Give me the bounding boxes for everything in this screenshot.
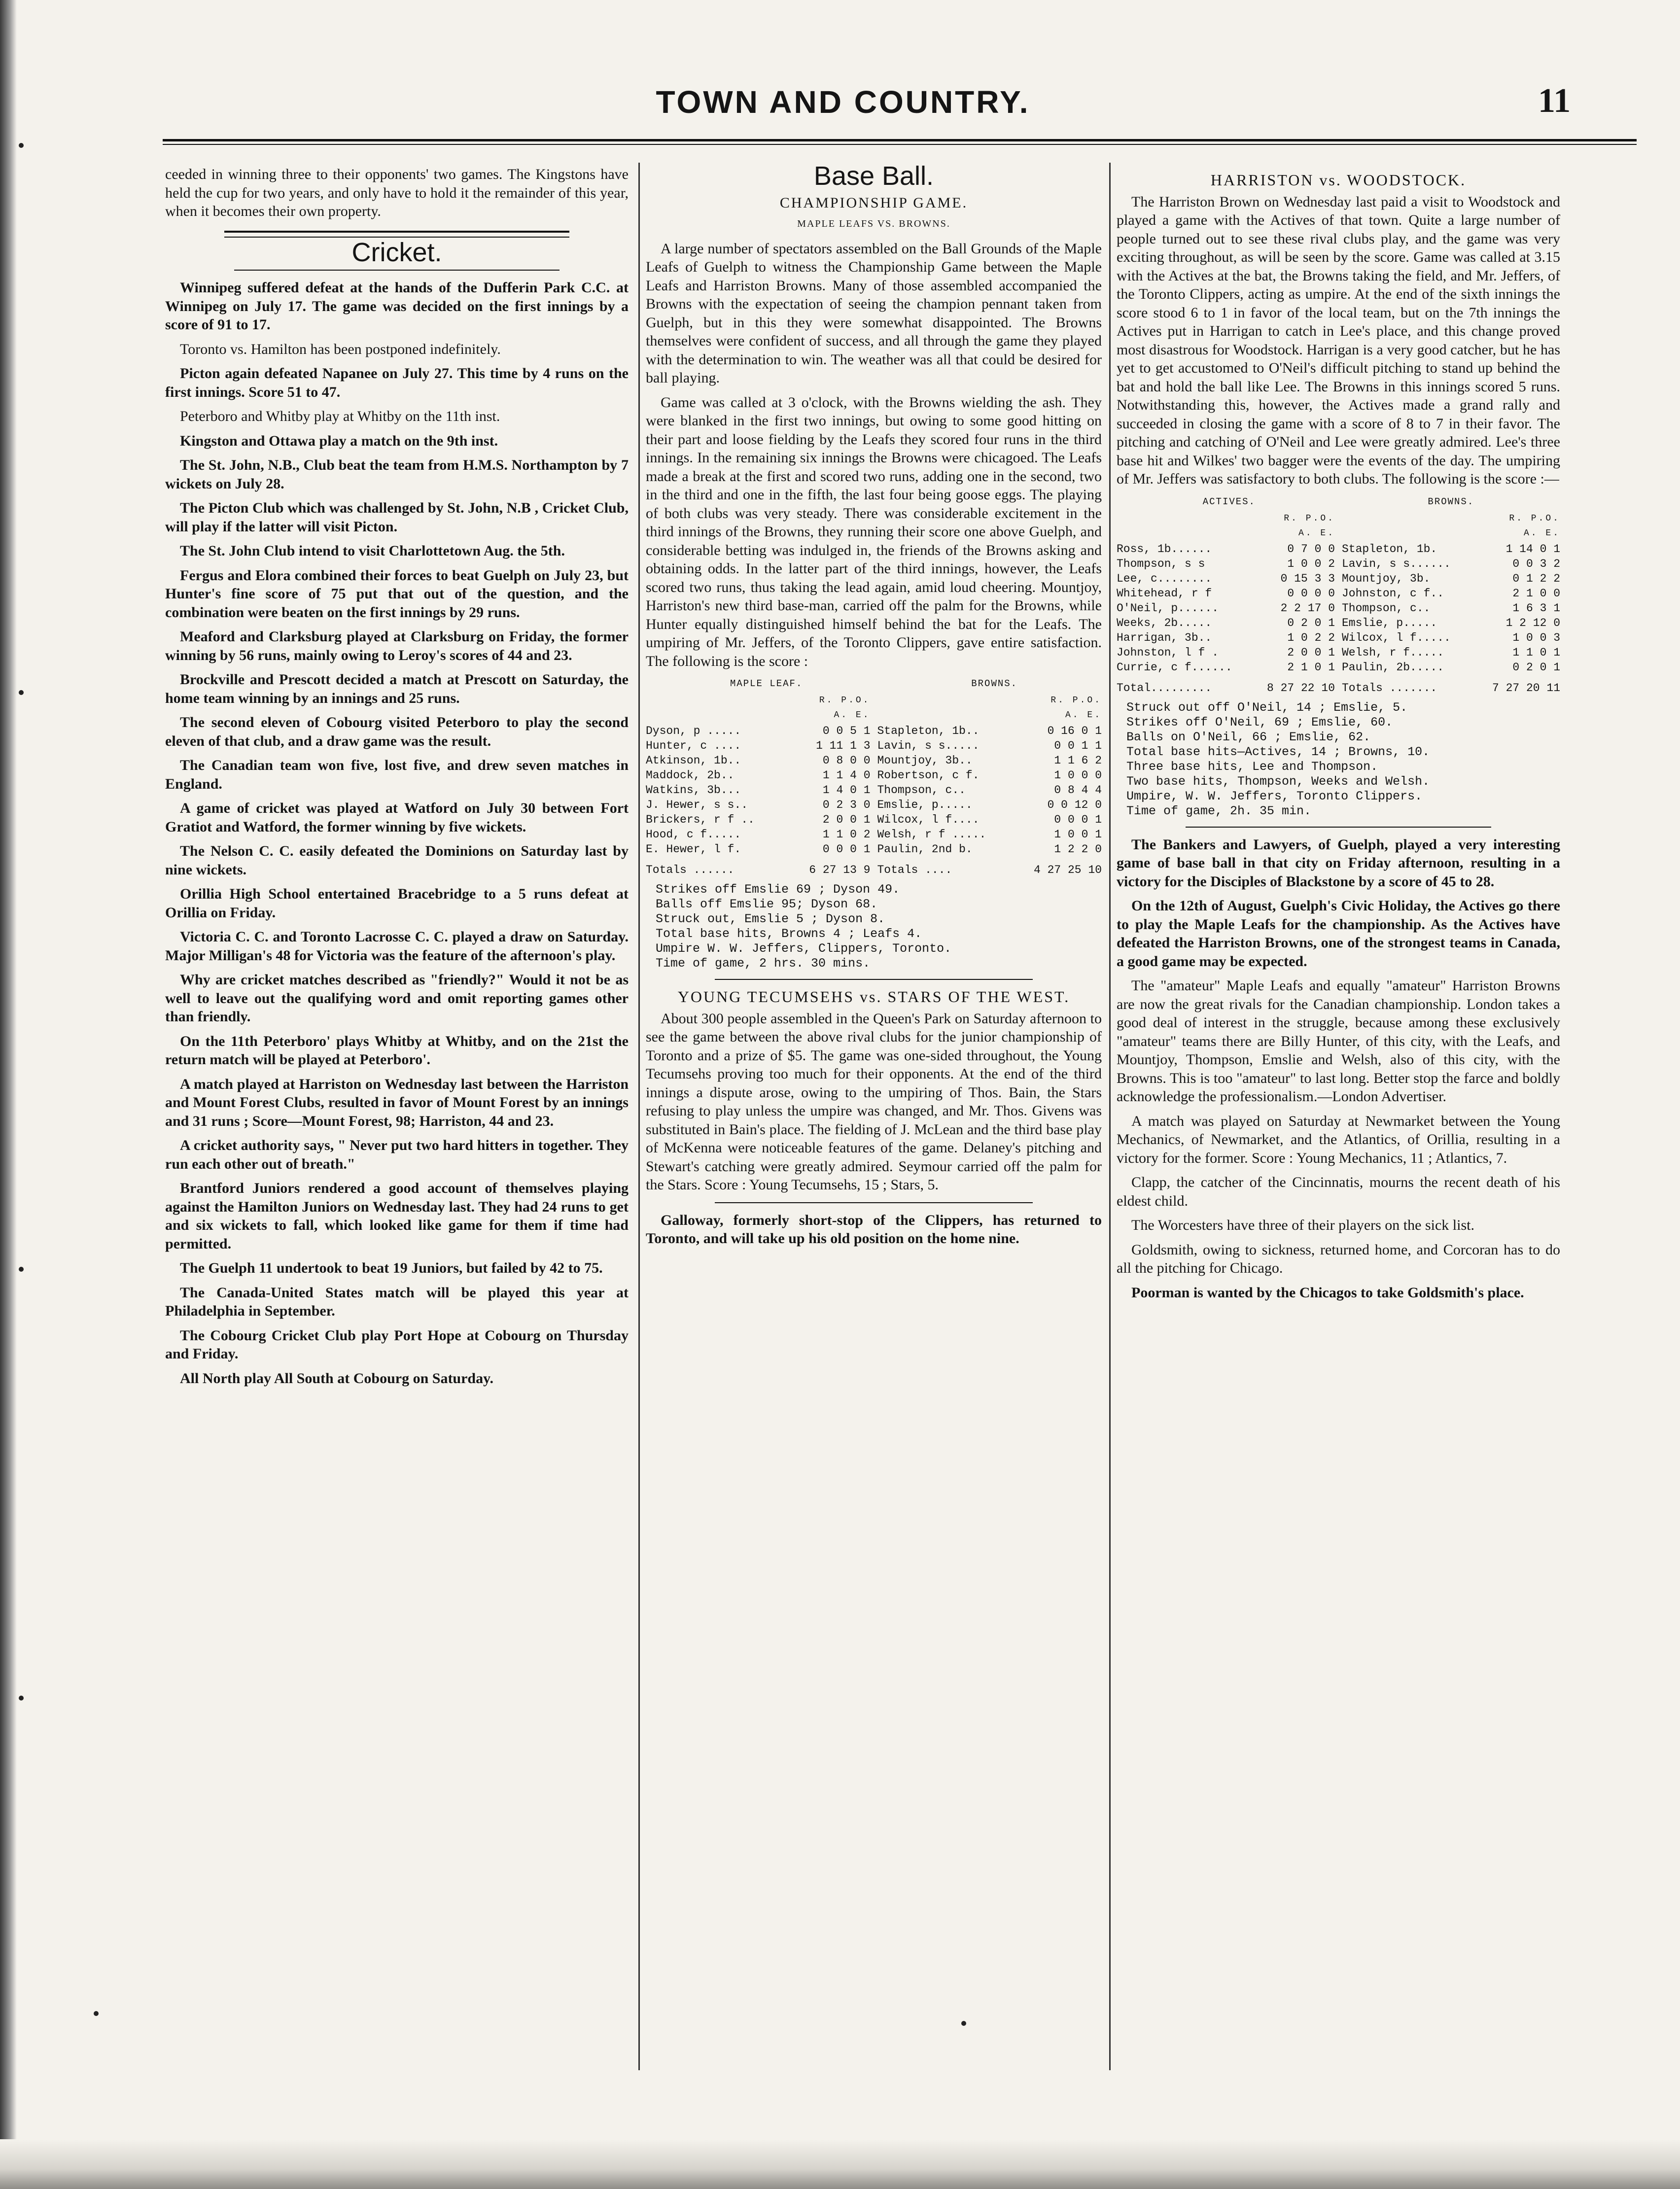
- box-score-row: Watkins, 3b... 1 4 0 1: [646, 784, 871, 797]
- news-item: Galloway, formerly short-stop of the Clippers, has returned to Toronto, and will take up his old position on the home nine.: [646, 1212, 1102, 1247]
- page-edge-shadow: [0, 0, 17, 2189]
- news-item: A match played at Harriston on Wednesday last between the Harriston and Mount Forest Clubs, resulted in favor of Mount Forest by an innings and 31 runs ; Score—Mount Forest, 98; Harriston, 44 and 23.: [165, 1076, 629, 1129]
- margin-dot: [94, 2011, 99, 2016]
- box-score-row: Robertson, c f. 1 0 0 0: [877, 769, 1102, 782]
- column-harriston-woodstock: [1117, 165, 1560, 1308]
- page-number: 11: [1538, 82, 1571, 120]
- news-item: Kingston and Ottawa play a match on the 9th inst.: [180, 432, 498, 449]
- box-score-total: Totals .... 4 27 25 10: [877, 864, 1102, 876]
- masthead-rule: [163, 139, 1637, 141]
- news-item: Orillia High School entertained Bracebridge to a 5 runs defeat at Orillia on Friday.: [165, 886, 629, 921]
- news-item: A game of cricket was played at Watford on July 30 between Fort Gratiot and Watford, the former winning by five wickets.: [165, 800, 629, 835]
- box-score-header: R. P.O. A. E.: [1284, 513, 1335, 538]
- box-score-row: Ross, 1b...... 0 7 0 0: [1117, 542, 1335, 556]
- box-score-row: Hunter, c .... 1 11 1 3: [646, 739, 871, 752]
- box-score-row: Thompson, c.. 1 6 3 1: [1342, 601, 1560, 615]
- box-note: Three base hits, Lee and Thompson.: [1126, 759, 1378, 774]
- box-score-header: R. P.O. A. E.: [819, 695, 871, 720]
- box-note: Time of game, 2h. 35 min.: [1126, 803, 1312, 818]
- section-rule: [715, 979, 1033, 980]
- box-score-right: [877, 693, 1102, 877]
- margin-dot: [19, 1696, 24, 1701]
- news-item: Peterboro and Whitby play at Whitby on the 11th inst.: [180, 408, 500, 424]
- box-score: [646, 676, 1102, 877]
- continued-paragraph: ceeded in winning three to their opponents' two games. The Kingstons have held the cup for two years, and only have to hold it the remainder of this year, when it becomes their own property.: [165, 166, 629, 219]
- news-item: The Cobourg Cricket Club play Port Hope at Cobourg on Thursday and Friday.: [165, 1327, 629, 1362]
- news-item: Why are cricket matches described as "friendly?" Would it not be as well to leave out the qualifying word and omit reporting games other than friendly.: [165, 972, 629, 1025]
- margin-dot: [19, 1267, 24, 1272]
- box-note: Struck out off O'Neil, 14 ; Emslie, 5.: [1126, 700, 1408, 715]
- box-score-notes: [656, 882, 1102, 971]
- team-name: BROWNS.: [1428, 496, 1474, 507]
- box-score-row: Brickers, r f .. 2 0 0 1: [646, 813, 871, 826]
- news-item: Toronto vs. Hamilton has been postponed indefinitely.: [180, 341, 501, 357]
- news-item: Fergus and Elora combined their forces to beat Guelph on July 23, but Hunter's fine score of 75 put that out of the question, and the combination were beaten on the first innings by 29 runs.: [165, 567, 629, 621]
- box-score-row: Dyson, p ..... 0 0 5 1: [646, 725, 871, 737]
- box-score-row: Emslie, p..... 0 0 12 0: [877, 799, 1102, 811]
- news-item: Victoria C. C. and Toronto Lacrosse C. C. played a draw on Saturday. Major Milligan's 48 for Victoria was the feature of the afternoon's play.: [165, 929, 629, 964]
- article-title: CHAMPIONSHIP GAME.: [779, 194, 968, 211]
- news-item: On the 12th of August, Guelph's Civic Holiday, the Actives go there to play the Maple Leafs for the championship. As the Actives have defeated the Harriston Browns, one of the strongest teams in Canada, a good game may be expected.: [1117, 898, 1560, 970]
- box-score-header: R. P.O. A. E.: [1509, 513, 1560, 538]
- article-paragraph: The Harriston Brown on Wednesday last paid a visit to Woodstock and played a game with the Actives of that town. Quite a large number of people turned out to see these rival clubs play, and the game was very exciting throughout, as will be seen by the score. Game was called at 3.15 with the Actives at the bat, the Browns taking the field, and Mr. Jeffers, of the Toronto Clippers, acting as umpire. At the end of the sixth innings the score stood 6 to 1 in favor of the local team, but on the 7th innings the Actives put in Harrigan to catch in Lee's place, and this change proved most disastrous for Woodstock. Harrigan is a very good catcher, but he has yet to get accustomed to O'Neil's difficult pitching to stand up behind the bat and hold the ball like Lee. The Browns in this innings scored 5 runs. Notwithstanding this, however, the Actives made a grand rally and succeeded in closing the game with a score of 8 to 7 in their favor. The pitching and catching of O'Neil and Lee were greatly admired. Lee's three base hit and Wilkes' two bagger were the events of the day. The umpiring of Mr. Jeffers was satisfactory to both clubs. The following is the score :—: [1117, 193, 1560, 487]
- box-score: [1117, 494, 1560, 695]
- box-score-row: Hood, c f..... 1 1 0 2: [646, 828, 871, 841]
- box-score-row: Wilcox, l f.... 0 0 0 1: [877, 813, 1102, 826]
- box-score-row: Atkinson, 1b.. 0 8 0 0: [646, 754, 871, 767]
- news-item: Poorman is wanted by the Chicagos to take Goldsmith's place.: [1131, 1284, 1524, 1301]
- news-item: Goldsmith, owing to sickness, returned home, and Corcoran has to do all the pitching for Chicago.: [1117, 1241, 1560, 1276]
- box-score-row: Emslie, p..... 1 2 12 0: [1342, 616, 1560, 629]
- box-score-notes: [1126, 700, 1560, 819]
- box-score-grid: [1117, 511, 1560, 695]
- article-title: YOUNG TECUMSEHS vs. STARS OF THE WEST.: [677, 988, 1070, 1006]
- box-note: Two base hits, Thompson, Weeks and Welsh.: [1126, 774, 1430, 789]
- box-score-row: Lee, c........ 0 15 3 3: [1117, 572, 1335, 585]
- news-item: On the 11th Peterboro' plays Whitby at Whitby, and on the 21st the return match will be played at Peterboro'.: [165, 1033, 629, 1068]
- box-note: Balls on O'Neil, 66 ; Emslie, 62.: [1126, 730, 1371, 744]
- box-score-row: Harrigan, 3b.. 1 0 2 2: [1117, 631, 1335, 644]
- article-subtitle: MAPLE LEAFS VS. BROWNS.: [797, 218, 950, 229]
- box-score-row: Johnston, c f.. 2 1 0 0: [1342, 587, 1560, 600]
- margin-dot: [19, 690, 24, 695]
- box-note: Total base hits—Actives, 14 ; Browns, 10.: [1126, 744, 1430, 759]
- margin-dot: [19, 143, 24, 148]
- box-score-row: Johnston, l f . 2 0 0 1: [1117, 646, 1335, 659]
- news-item: Meaford and Clarksburg played at Clarksburg on Friday, the former winning by 56 runs, mainly owing to Leroy's scores of 44 and 23.: [165, 628, 629, 663]
- box-note: Total base hits, Browns 4 ; Leafs 4.: [656, 927, 922, 941]
- box-score-row: Stapleton, 1b. 1 14 0 1: [1342, 542, 1560, 556]
- box-score-row: O'Neil, p...... 2 2 17 0: [1117, 601, 1335, 615]
- box-score-row: Wilcox, l f..... 1 0 0 3: [1342, 631, 1560, 644]
- article-paragraph: A large number of spectators assembled on the Ball Grounds of the Maple Leafs of Guelph to witness the Championship Game between the Maple Leafs and Harriston Browns. Many of those assembled accompanied the Browns with the expectation of seeing the champion pennant taken from Guelph, but in this they were somewhat disappointed. The Browns themselves were confident of success, and all through the game they played with the determination to win. The weather was all that could be desired for ball playing.: [646, 240, 1102, 386]
- masthead-title: TOWN AND COUNTRY.: [656, 84, 1030, 120]
- box-note: Umpire, W. W. Jeffers, Toronto Clippers.: [1126, 789, 1423, 803]
- team-name: MAPLE LEAF.: [730, 678, 803, 689]
- box-note: Time of game, 2 hrs. 30 mins.: [656, 956, 871, 971]
- box-score-left: [646, 693, 871, 877]
- box-note: Strikes off O'Neil, 69 ; Emslie, 60.: [1126, 715, 1393, 730]
- news-item: Winnipeg suffered defeat at the hands of the Dufferin Park C.C. at Winnipeg on July 17. The game was decided on the first innings by a score of 91 to 17.: [165, 279, 629, 333]
- box-score-row: J. Hewer, s s.. 0 2 3 0: [646, 799, 871, 811]
- box-score-row: Welsh, r f ..... 1 0 0 1: [877, 828, 1102, 841]
- box-score-row: E. Hewer, l f. 0 0 0 1: [646, 843, 871, 856]
- box-score-total: Totals ....... 7 27 20 11: [1342, 681, 1560, 695]
- box-score-row: Thompson, s s 1 0 0 2: [1117, 557, 1335, 570]
- section-rule: [715, 1202, 1033, 1203]
- news-item: Brockville and Prescott decided a match at Prescott on Saturday, the home team winning by an innings and 25 runs.: [165, 671, 629, 706]
- news-item: The St. John, N.B., Club beat the team from H.M.S. Northampton by 7 wickets on July 28.: [165, 457, 629, 492]
- section-rule: [234, 270, 560, 271]
- box-score-row: Lavin, s s..... 0 0 1 1: [877, 739, 1102, 752]
- box-score-teams: [646, 676, 1102, 691]
- box-note: Umpire W. W. Jeffers, Clippers, Toronto.: [656, 941, 952, 956]
- masthead-rule-thin: [163, 144, 1637, 145]
- box-score-row: Currie, c f...... 2 1 0 1: [1117, 660, 1335, 674]
- news-item: The Guelph 11 undertook to beat 19 Juniors, but failed by 42 to 75.: [180, 1260, 603, 1276]
- news-item: Picton again defeated Napanee on July 27. This time by 4 runs on the first innings. Score 51 to 47.: [165, 365, 629, 400]
- news-item: Clapp, the catcher of the Cincinnatis, mourns the recent death of his eldest child.: [1117, 1174, 1560, 1209]
- box-note: Strikes off Emslie 69 ; Dyson 49.: [656, 882, 900, 897]
- column-divider: [638, 163, 640, 2070]
- box-score-row: Mountjoy, 3b. 0 1 2 2: [1342, 572, 1560, 585]
- box-score-row: Paulin, 2b..... 0 2 0 1: [1342, 660, 1560, 674]
- article-title: HARRISTON vs. WOODSTOCK.: [1210, 171, 1467, 189]
- section-rule: [224, 231, 569, 238]
- news-item: The second eleven of Cobourg visited Peterboro to play the second eleven of that club, and a draw game was the result.: [165, 714, 629, 749]
- news-item: The Picton Club which was challenged by St. John, N.B , Cricket Club, will play if the latter will visit Picton.: [165, 500, 629, 535]
- margin-dot: [961, 2021, 966, 2026]
- box-score-row: Welsh, r f..... 1 1 0 1: [1342, 646, 1560, 659]
- box-score-header: R. P.O. A. E.: [1050, 695, 1102, 720]
- news-item: The "amateur" Maple Leafs and equally "amateur" Harriston Browns are now the great rivals for the Canadian championship. London takes a good deal of interest in the struggle, because among these exclusively "amateur" teams there are Billy Hunter, of this city, with the Leafs, and Mountjoy, Thompson, Emslie and Welsh, also of this city, with the Browns. This is too "amateur" to last long. Better stop the farce and boldly acknowledge the professionalism.—London Advertiser.: [1117, 977, 1560, 1105]
- box-score-row: Maddock, 2b.. 1 1 4 0: [646, 769, 871, 782]
- box-score-total: Total......... 8 27 22 10: [1117, 681, 1335, 695]
- team-name: ACTIVES.: [1202, 496, 1256, 507]
- box-score-teams: [1117, 494, 1560, 509]
- article-paragraph: Game was called at 3 o'clock, with the Browns wielding the ash. They were blanked in the first two innings, but owing to some good hitting on their part and loose fielding by the Leafs they scored four runs in the third innings. In the remaining six innings the Browns were chicagoed. The Leafs made a break at the first and scored two runs, adding one in the second, two in the third and one in the fifth, the last four being goose eggs. The playing of both clubs was very steady. There was considerable excitement in the third innings of the Browns, they running their score one above Guelph, and considerable betting was indulged in, the friends of the Browns asking and obtaining odds. In the latter part of the third innings, however, the Leafs scored two runs, thus taking the lead again, amid loud cheering. Mountjoy, Harriston's new third base-man, carried off the palm for the Browns, while Hunter equally distinguished himself behind the bat for the Leafs. The umpiring of Mr. Jeffers, of the Toronto Clippers, gave entire satisfaction. The following is the score :: [646, 394, 1102, 669]
- news-item: Brantford Juniors rendered a good account of themselves playing against the Hamilton Juniors on Wednesday last. They had 24 runs to get and six wickets to fall, which looked like game for them if time had permitted.: [165, 1180, 629, 1252]
- news-item: All North play All South at Cobourg on Saturday.: [180, 1370, 493, 1387]
- box-score-row: Thompson, c.. 0 8 4 4: [877, 784, 1102, 797]
- box-score-row: Paulin, 2nd b. 1 2 2 0: [877, 843, 1102, 856]
- box-score-grid: [646, 693, 1102, 877]
- news-item: The Worcesters have three of their players on the sick list.: [1131, 1217, 1474, 1233]
- news-item: The Canadian team won five, lost five, and drew seven matches in England.: [165, 757, 629, 792]
- box-score-row: Whitehead, r f 0 0 0 0: [1117, 587, 1335, 600]
- team-name: BROWNS.: [971, 678, 1018, 689]
- box-score-total: Totals ...... 6 27 13 9: [646, 864, 871, 876]
- box-score-row: Lavin, s s...... 0 0 3 2: [1342, 557, 1560, 570]
- section-rule: [1186, 827, 1491, 828]
- section-title-base-ball: Base Ball.: [813, 161, 934, 191]
- column-divider: [1109, 163, 1111, 2070]
- news-item: The Nelson C. C. easily defeated the Dominions on Saturday last by nine wickets.: [165, 843, 629, 878]
- news-item: The Canada-United States match will be played this year at Philadelphia in September.: [165, 1284, 629, 1319]
- column-cricket: [165, 165, 629, 1393]
- column-base-ball: [646, 161, 1102, 1254]
- news-item: A match was played on Saturday at Newmarket between the Young Mechanics, of Newmarket, and the Atlantics, of Orillia, resulting in a victory for the former. Score : Young Mechanics, 11 ; Atlantics, 7.: [1117, 1112, 1560, 1166]
- box-note: Struck out, Emslie 5 ; Dyson 8.: [656, 912, 885, 926]
- section-title-cricket: Cricket.: [351, 237, 442, 267]
- news-item: The Bankers and Lawyers, of Guelph, played a very interesting game of base ball in that city on Friday afternoon, resulting in a victory for the Disciples of Blackstone by a score of 45 to 28.: [1117, 836, 1560, 890]
- news-item: A cricket authority says, " Never put two hard hitters in together. They run each other out of breath.": [165, 1137, 629, 1172]
- article-paragraph: About 300 people assembled in the Queen's Park on Saturday afternoon to see the game between the above rival clubs for the junior championship of Toronto and a prize of $5. The game was one-sided throughout, the Young Tecumsehs proving too much for their opponents. At the end of the third innings a dispute arose, owing to the umpiring of Thos. Bain, the Stars refusing to play unless the umpire was changed, and Mr. Thos. Givens was substituted in Bain's place. The fielding of J. McLean and the third base play of McKenna were noticeable features of the game. Delaney's pitching and Stewart's catching were greatly admired. Seymour carried off the palm for the Stars. Score : Young Tecumsehs, 15 ; Stars, 5.: [646, 1010, 1102, 1193]
- box-score-row: Stapleton, 1b.. 0 16 0 1: [877, 725, 1102, 737]
- page-bottom-shadow: [0, 2139, 1680, 2189]
- box-score-row: Mountjoy, 3b.. 1 1 6 2: [877, 754, 1102, 767]
- box-score-left: [1117, 511, 1335, 695]
- box-note: Balls off Emslie 95; Dyson 68.: [656, 897, 878, 911]
- box-score-row: Weeks, 2b..... 0 2 0 1: [1117, 616, 1335, 629]
- news-item: The St. John Club intend to visit Charlottetown Aug. the 5th.: [180, 543, 565, 559]
- box-score-right: [1342, 511, 1560, 695]
